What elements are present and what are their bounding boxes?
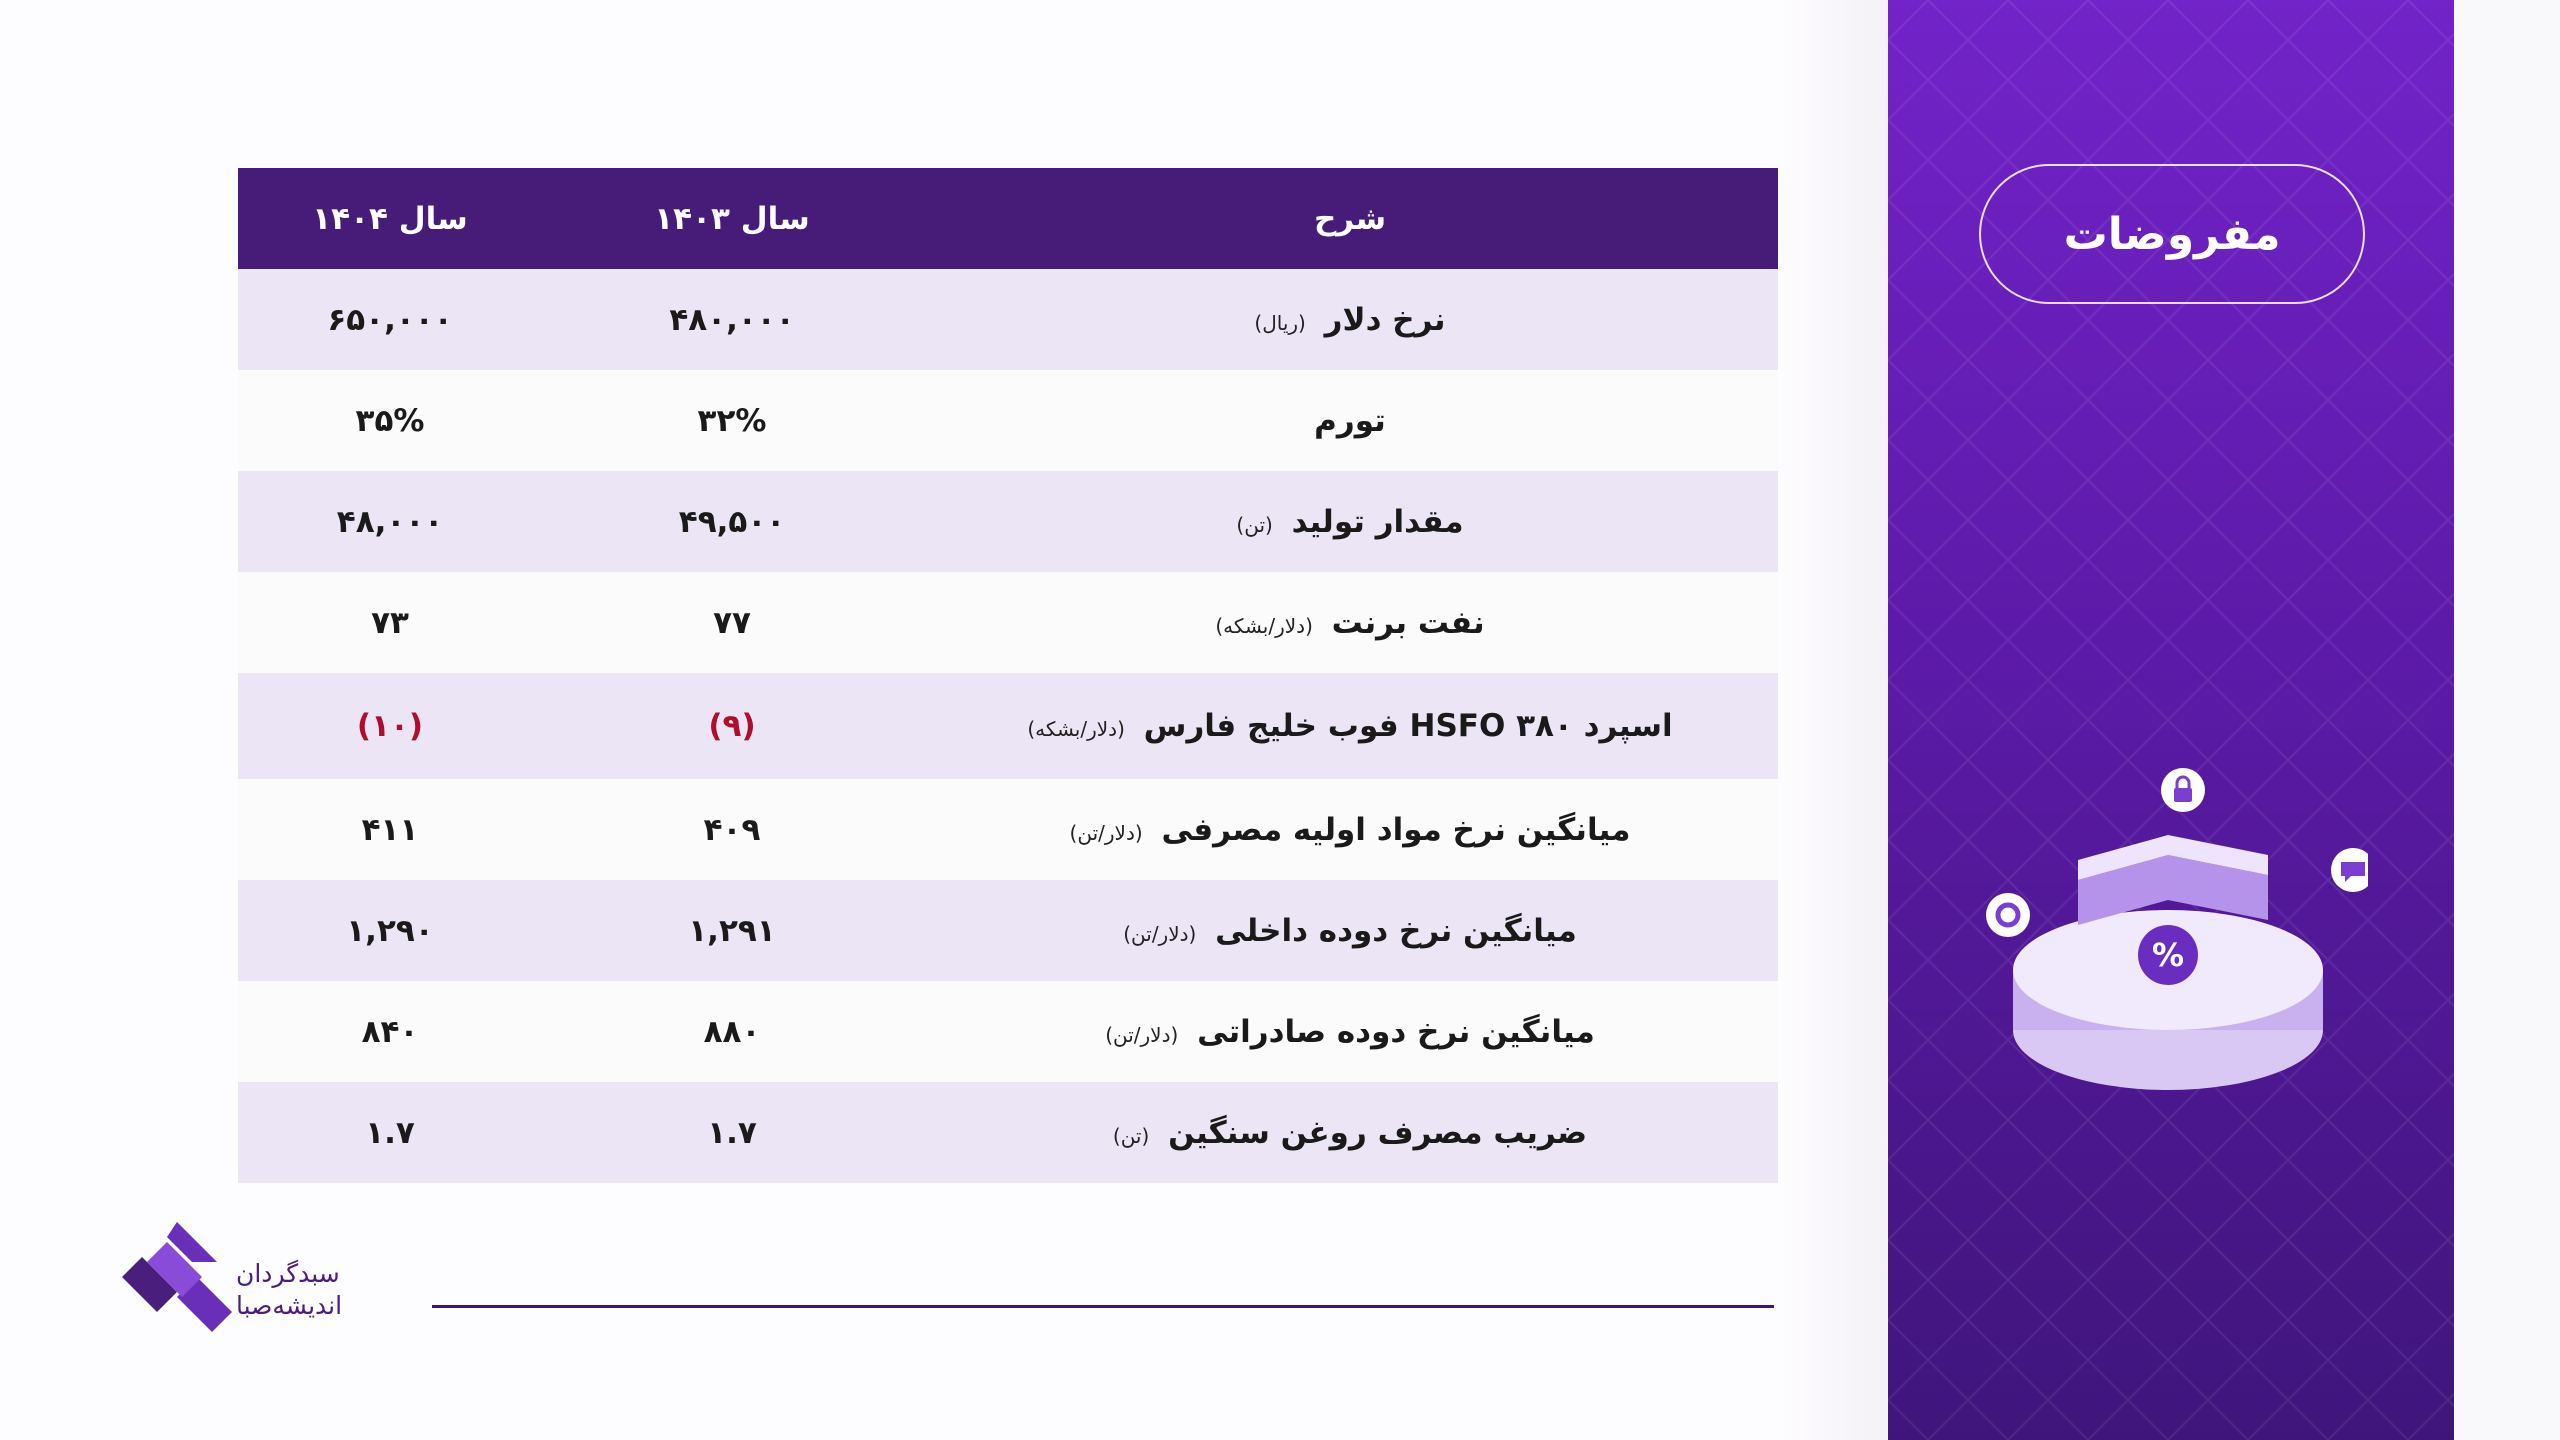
value-1404: ۸۴۰ [361,1013,419,1050]
row-label-cell [922,1115,1778,1151]
right-edge [2454,0,2560,1440]
row-label: نرخ دلار [1324,301,1446,338]
row-label: مقدار تولید [1291,503,1464,540]
table-row [238,1082,1778,1183]
row-label-cell [922,1014,1778,1050]
background-strip [1778,0,1888,1440]
brand-line-2: اندیشه‌صبا [236,1291,343,1320]
table-header [238,168,1778,269]
table-row [238,880,1778,981]
panel-title: مفروضات [1979,164,2365,304]
header-1403: سال ۱۴۰۳ [654,200,810,237]
row-label: اسپرد HSFO ۳۸۰ فوب خلیج فارس [1143,708,1673,744]
row-label-cell [922,403,1778,439]
row-label: ضریب مصرف روغن سنگین [1168,1114,1588,1151]
row-label: میانگین نرخ دوده صادراتی [1197,1013,1595,1050]
row-unit: (تن) [1112,1123,1150,1148]
value-1404: ۳۵% [355,402,425,439]
side-panel [1888,0,2454,1440]
row-label: میانگین نرخ دوده داخلی [1215,912,1577,949]
table-row [238,981,1778,1082]
table-row [238,471,1778,572]
footer-divider [432,1305,1774,1308]
row-label-cell [922,302,1778,338]
value-1404: ۶۵۰,۰۰۰ [327,301,453,338]
row-label: تورم [1314,402,1386,439]
chat-icon [2331,848,2368,892]
value-1404: (۱۰) [356,708,424,744]
value-1403: ۱.۷ [707,1114,757,1151]
row-unit: (دلار/تن) [1123,921,1197,946]
value-1403: ۴۹,۵۰۰ [678,503,786,540]
gear-icon [1986,893,2030,937]
value-1403: ۷۷ [713,604,751,641]
header-desc: شرح [1313,200,1387,237]
row-label-cell [922,812,1778,848]
table-row [238,779,1778,880]
row-label: میانگین نرخ مواد اولیه مصرفی [1161,811,1631,848]
row-unit: (تن) [1236,512,1273,537]
value-1403: ۴۸۰,۰۰۰ [669,301,795,338]
table-row [238,673,1778,779]
brand-logo [122,1222,232,1332]
value-1404: ۴۱۱ [361,811,419,848]
row-unit: (دلار/بشکه) [1215,613,1313,638]
assumptions-table [238,168,1778,1183]
header-1404: سال ۱۴۰۴ [312,200,468,237]
value-1403: ۳۲% [697,402,767,439]
table-row [238,269,1778,370]
row-label-cell [922,708,1778,744]
table-row [238,572,1778,673]
value-1404: ۱.۷ [365,1114,415,1151]
pie-chart-illustration [1968,750,2368,1150]
row-unit: (دلار/تن) [1105,1022,1179,1047]
table-row [238,370,1778,471]
row-label-cell [922,504,1778,540]
row-label: نفت برنت [1331,604,1485,641]
row-label-cell [922,605,1778,641]
row-unit: (دلار/تن) [1069,820,1143,845]
value-1403: (۹) [708,708,756,744]
value-1404: ۴۸,۰۰۰ [336,503,444,540]
value-1404: ۱,۲۹۰ [346,912,434,949]
row-unit: (دلار/بشکه) [1027,717,1125,741]
value-1403: ۱,۲۹۱ [688,912,776,949]
row-label-cell [922,913,1778,949]
percent-glyph: % [2151,936,2185,974]
lock-icon [2161,768,2205,812]
row-unit: (ریال) [1254,310,1306,335]
value-1403: ۴۰۹ [703,811,761,848]
value-1404: ۷۳ [371,604,409,641]
value-1403: ۸۸۰ [703,1013,761,1050]
brand-name [236,1258,376,1322]
brand-line-1: سبدگردان [236,1259,340,1288]
